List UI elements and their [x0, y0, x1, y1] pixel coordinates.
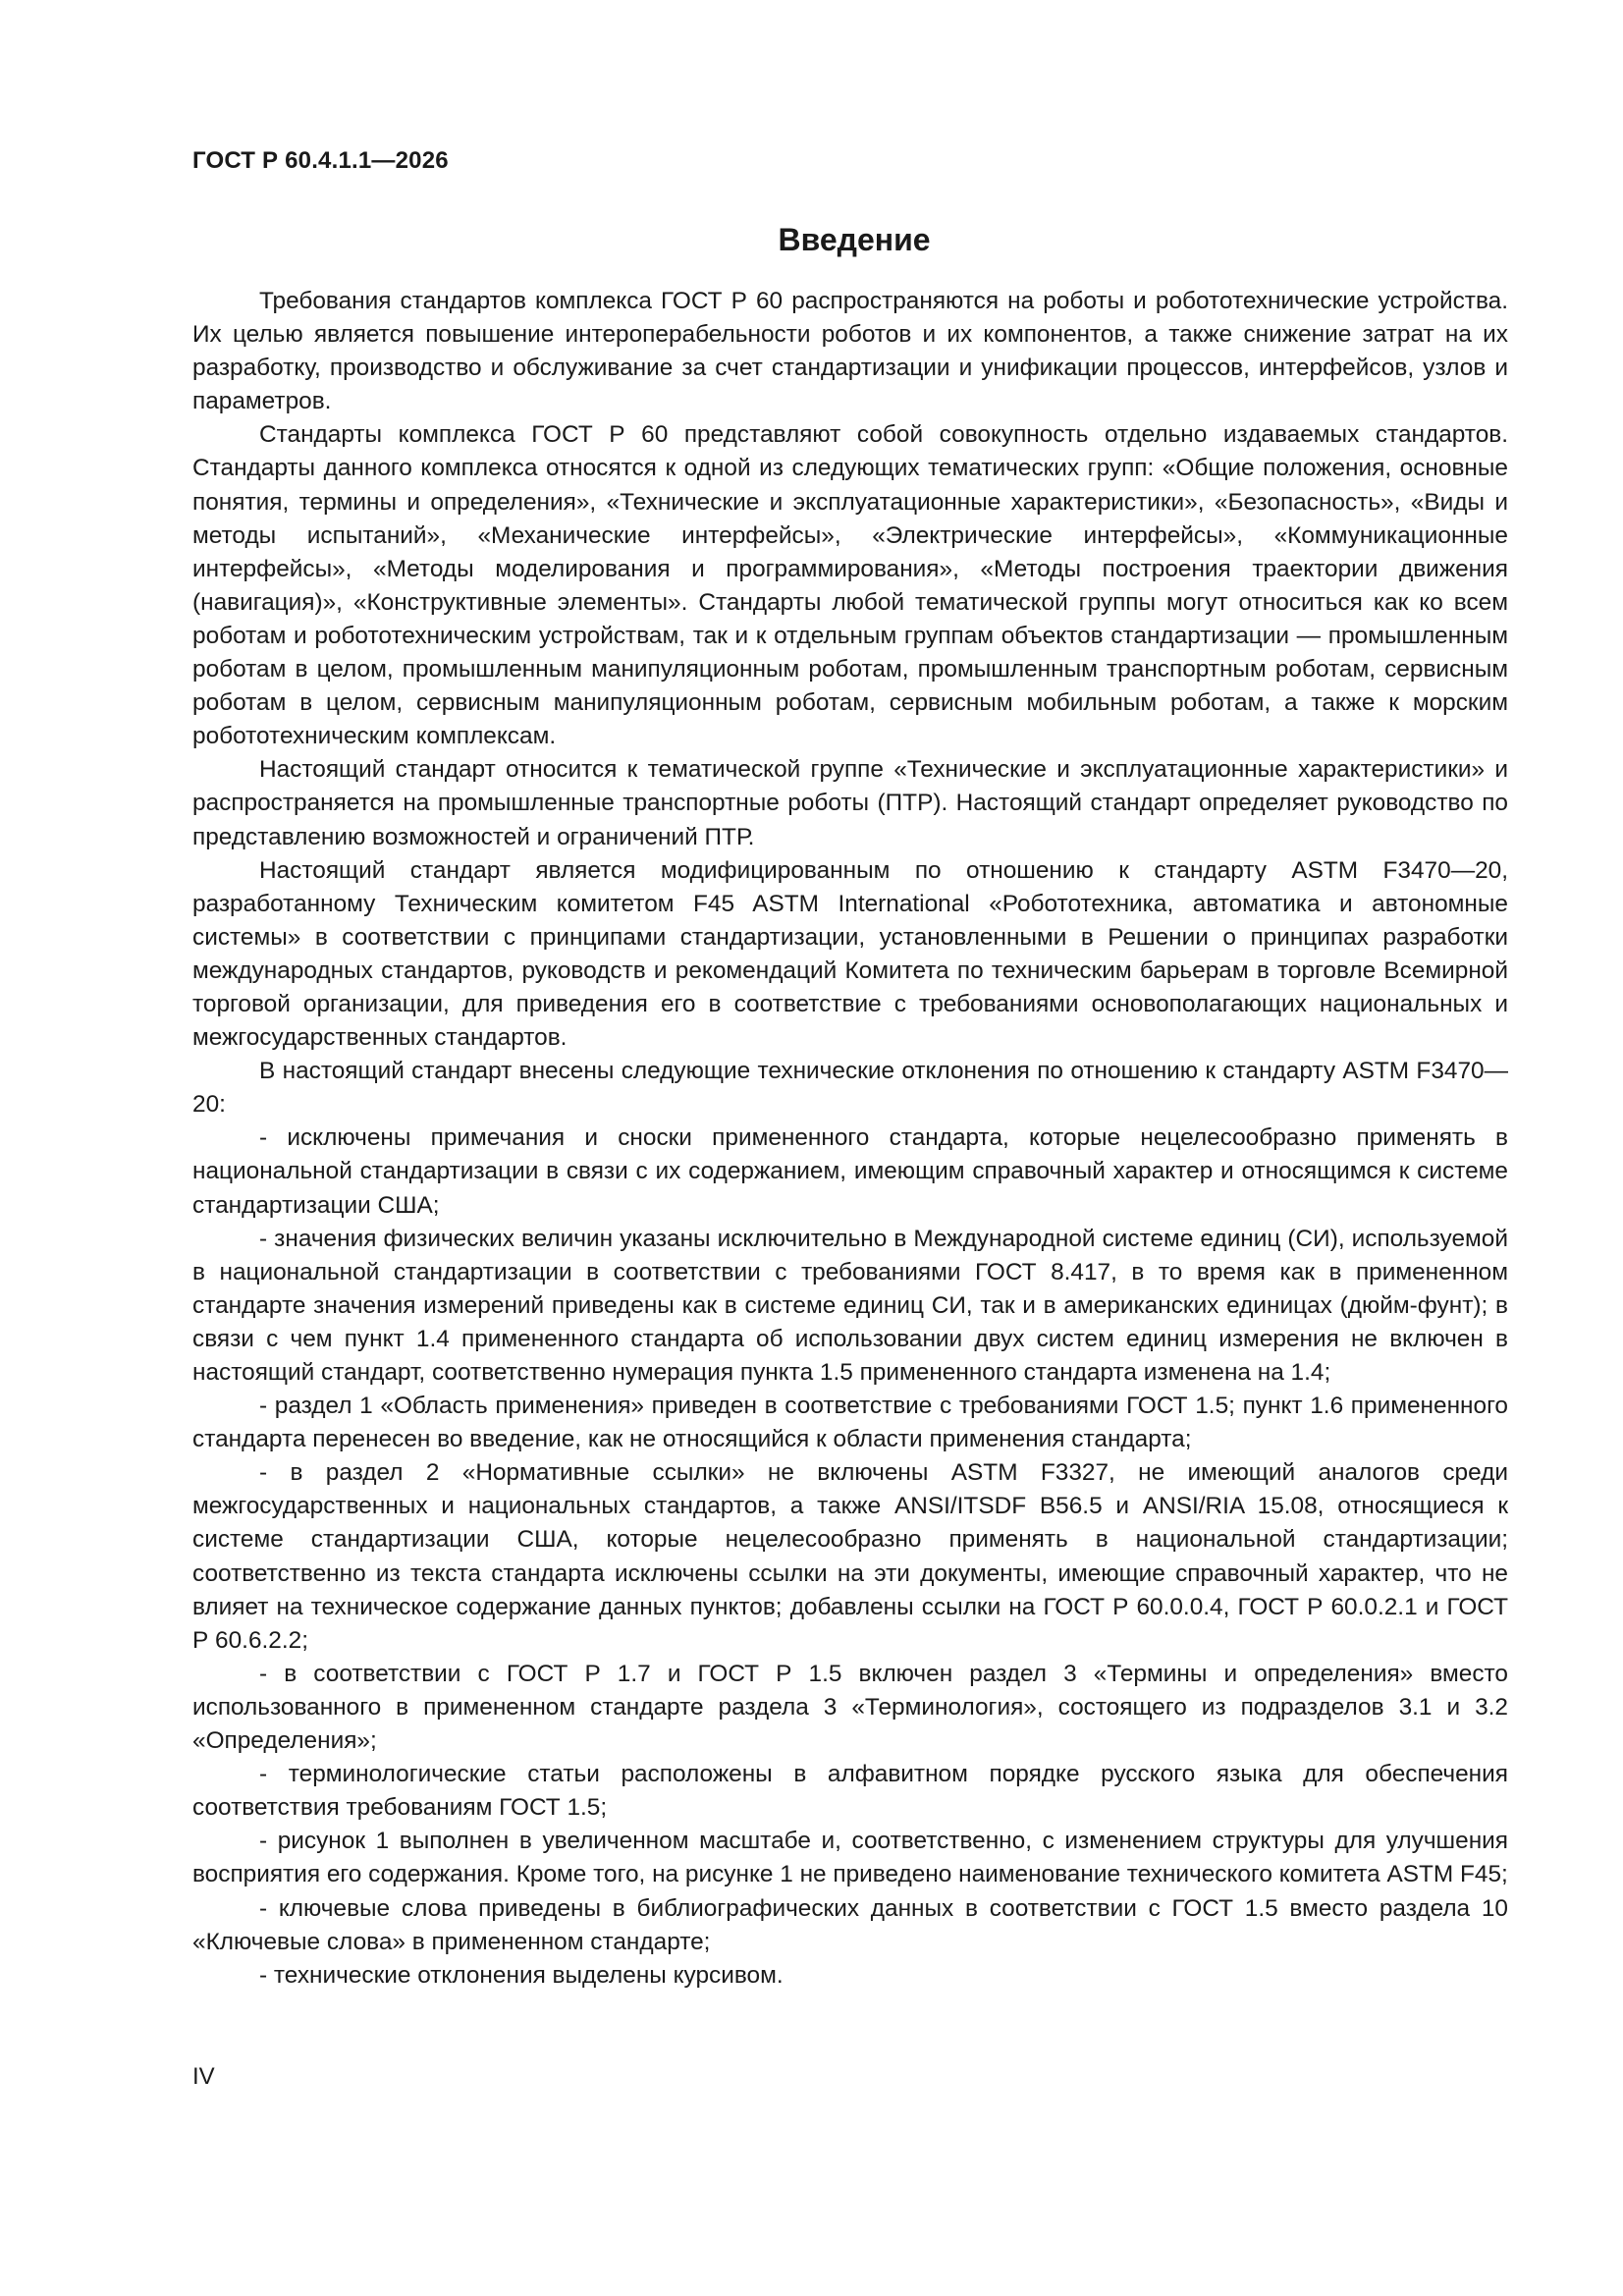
paragraph: Настоящий стандарт является модифицированным по отношению к стандарту ASTM F3470—20, разработанному Техническим комитетом F45 ASTM International «Робототехника, автоматика и автономные системы» в соответствии с принципами стандартизации, установленными в Решении о принципах разработки международных стандартов, руководств и рекомендаций Комитета по техническим барьерам в торговле Всемирной торговой организации, для приведения его в соответствие с требованиями основополагающих национальных и межгосударственных стандартов.	[192, 856, 1508, 1052]
list-item: - исключены примечания и сноски примененного стандарта, которые нецелесообразно применять в национальной стандартизации в связи с их содержанием, имеющим справочный характер и относящимся к системе стандартизации США;	[192, 1124, 1508, 1219]
list-item: - раздел 1 «Область применения» приведен в соответствие с требованиями ГОСТ 1.5; пункт 1.6 примененного стандарта перенесен во введение, как не относящийся к области применения стандарта;	[192, 1393, 1508, 1453]
document-code: ГОСТ Р 60.4.1.1—2026	[192, 147, 449, 174]
list-item: - технические отклонения выделены курсивом.	[259, 1961, 784, 1989]
section-title: Введение	[778, 222, 931, 257]
list-item: - терминологические статьи расположены в алфавитном порядке русского языка для обеспечения соответствия требованиям ГОСТ 1.5;	[192, 1761, 1508, 1822]
page-number: IV	[192, 2063, 215, 2090]
paragraph: Требования стандартов комплекса ГОСТ Р 60 распространяются на роботы и робототехнические устройства. Их целью является повышение интероперабельности роботов и их компонентов, а также снижение затрат на их разработку, производство и обслуживание за счет стандартизации и унификации процессов, интерфейсов, узлов и параметров.	[192, 288, 1508, 415]
list-item: - значения физических величин указаны исключительно в Международной системе единиц (СИ), используемой в национальной стандартизации в соответствии с требованиями ГОСТ 8.417, в то время как в примененном стандарте значения измерений приведены как в системе единиц СИ, так и в американских единицах (дюйм-фунт); в связи с чем пункт 1.4 примененного стандарта об использовании двух систем единиц измерения не включен в настоящий стандарт, соответственно нумерация пункта 1.5 примененного стандарта изменена на 1.4;	[192, 1225, 1508, 1386]
body-text	[192, 285, 1508, 1993]
list-item: - рисунок 1 выполнен в увеличенном масштабе и, соответственно, с изменением структуры для улучшения восприятия его содержания. Кроме того, на рисунке 1 не приведено наименование технического комитета ASTM F45;	[192, 1828, 1508, 1888]
list-item: - в раздел 2 «Нормативные ссылки» не включены ASTM F3327, не имеющий аналогов среди межгосударственных и национальных стандартов, а также ANSI/ITSDF B56.5 и ANSI/RIA 15.08, относящиеся к системе стандартизации США, которые нецелесообразно применять в национальной стандартизации; соответственно из текста стандарта исключены ссылки на эти документы, имеющие справочный характер, что не влияет на техническое содержание данных пунктов; добавлены ссылки на ГОСТ Р 60.0.0.4, ГОСТ Р 60.0.2.1 и ГОСТ Р 60.6.2.2;	[192, 1459, 1508, 1654]
paragraph: Стандарты комплекса ГОСТ Р 60 представляют собой совокупность отдельно издаваемых стандартов. Стандарты данного комплекса относятся к одной из следующих тематических групп: «Общие положения, основные понятия, термины и определения», «Технические и эксплуатационные характеристики», «Безопасность», «Виды и методы испытаний», «Механические интерфейсы», «Электрические интерфейсы», «Коммуникационные интерфейсы», «Методы моделирования и программирования», «Методы построения траектории движения (навигация)», «Конструктивные элементы». Стандарты любой тематической группы могут относиться как ко всем роботам и робототехническим устройствам, так и к отдельным группам объектов стандартизации — промышленным роботам в целом, промышленным манипуляционным роботам, промышленным транспортным роботам, сервисным роботам в целом, сервисным манипуляционным роботам, сервисным мобильным роботам, а также к морским робототехническим комплексам.	[192, 421, 1508, 750]
list-item: - ключевые слова приведены в библиографических данных в соответствии с ГОСТ 1.5 вместо раздела 10 «Ключевые слова» в примененном стандарте;	[192, 1894, 1508, 1955]
list-item: - в соответствии с ГОСТ Р 1.7 и ГОСТ Р 1.5 включен раздел 3 «Термины и определения» вместо использованного в примененном стандарте раздела 3 «Терминология», состоящего из подразделов 3.1 и 3.2 «Определения»;	[192, 1660, 1508, 1755]
paragraph: В настоящий стандарт внесены следующие технические отклонения по отношению к стандарту ASTM F3470—20:	[192, 1058, 1508, 1119]
paragraph: Настоящий стандарт относится к тематической группе «Технические и эксплуатационные характеристики» и распространяется на промышленные транспортные роботы (ПТР). Настоящий стандарт определяет руководство по представлению возможностей и ограничений ПТР.	[192, 756, 1508, 850]
